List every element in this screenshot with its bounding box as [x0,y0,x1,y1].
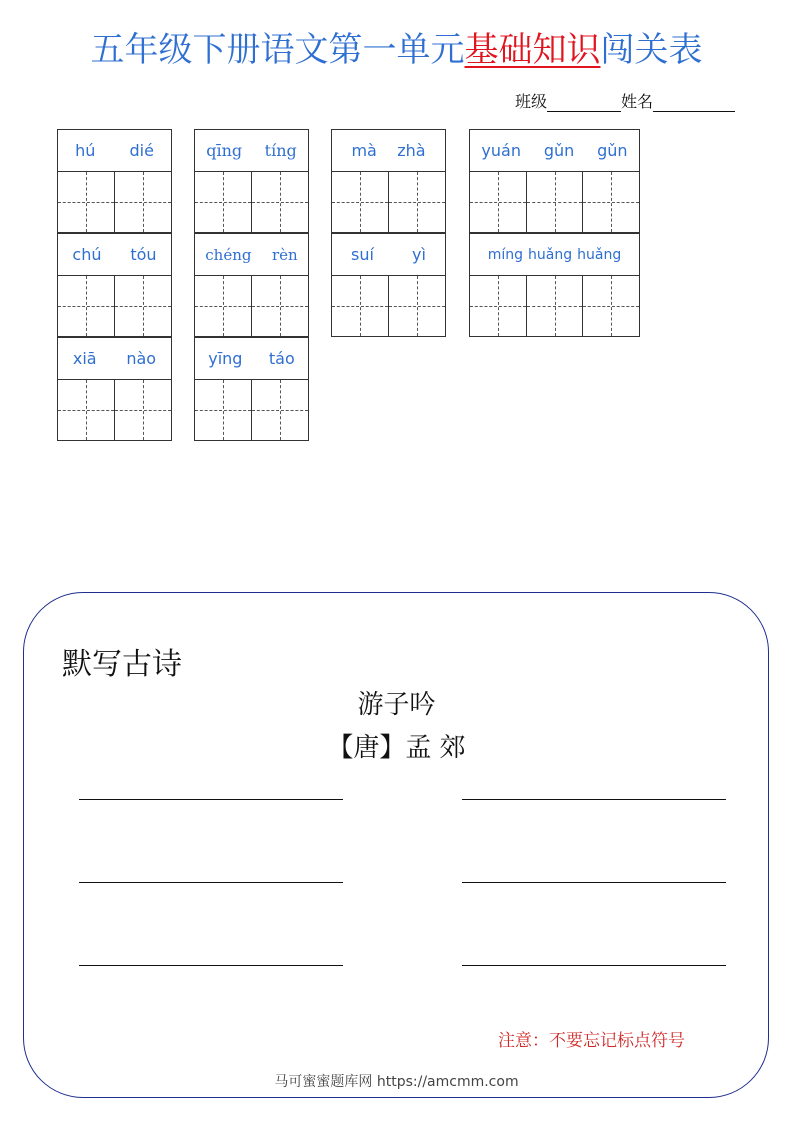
pinyin-syllable: mà [351,141,377,160]
pinyin-row [332,234,445,276]
pinyin-syllable: gǔn [597,141,628,160]
writing-cell[interactable] [470,172,527,232]
pinyin-syllable: nào [126,349,157,368]
writing-cell[interactable] [527,276,584,336]
answer-line[interactable] [79,965,343,966]
writing-cell[interactable] [115,380,171,440]
name-blank[interactable] [653,95,735,112]
word-grid-4 [469,129,640,233]
word-grid-1 [57,129,172,233]
pinyin-syllable: rèn [272,245,298,264]
writing-cell[interactable] [58,172,115,232]
writing-cell[interactable] [195,276,252,336]
writing-cell[interactable] [115,276,171,336]
pinyin-syllable: yīng [208,349,243,368]
pinyin-row [470,130,639,172]
answer-line[interactable] [79,882,343,883]
writing-cell[interactable] [389,276,445,336]
poem-title: 游子吟 [357,690,436,720]
writing-cell[interactable] [389,172,445,232]
pinyin-syllable: míng [487,246,524,263]
class-blank[interactable] [547,95,621,112]
writing-cell[interactable] [195,380,252,440]
pinyin-syllable: chéng [205,245,252,264]
writing-cell[interactable] [332,172,389,232]
writing-cell[interactable] [583,276,639,336]
pinyin-syllable: suí [351,245,374,264]
pinyin-syllable: huǎng [528,246,573,263]
word-grid-8 [469,233,640,337]
word-grid-7 [331,233,446,337]
pinyin-syllable: táo [268,349,295,368]
pinyin-row [195,338,308,380]
word-grid-5 [57,233,172,337]
writing-cell[interactable] [252,380,308,440]
writing-cell[interactable] [583,172,639,232]
pinyin-syllable: xiā [72,349,97,368]
page-title [0,28,793,72]
answer-line[interactable] [79,799,343,800]
pinyin-row [58,234,171,276]
answer-line[interactable] [462,882,726,883]
pinyin-row [470,234,639,276]
class-name-line [515,92,735,112]
poem-author: 【唐】孟 郊 [327,733,466,763]
pinyin-syllable: zhà [397,141,426,160]
writing-cell[interactable] [527,172,584,232]
word-grid-3 [331,129,446,233]
writing-cell[interactable] [332,276,389,336]
word-grid-2 [194,129,309,233]
pinyin-syllable: dié [129,141,154,160]
pinyin-syllable: huǎng [577,246,622,263]
footer-watermark: 马可蜜蜜题库网 https://amcmm.com [274,1074,519,1090]
name-label: 姓名 [621,92,654,111]
pinyin-row [58,338,171,380]
writing-cell[interactable] [115,172,171,232]
answer-line[interactable] [462,965,726,966]
title-part-1: 五年级下册语文第一单元 [90,30,465,70]
pinyin-row [195,130,308,172]
word-grid-9 [57,337,172,441]
pinyin-syllable: chú [72,245,102,264]
pinyin-syllable: qīng [206,141,243,160]
writing-cell[interactable] [58,276,115,336]
punctuation-note: 注意：不要忘记标点符号 [498,1031,685,1051]
writing-cell[interactable] [195,172,252,232]
pinyin-row [195,234,308,276]
pinyin-syllable: hú [75,141,96,160]
answer-line[interactable] [462,799,726,800]
pinyin-row [332,130,445,172]
pinyin-syllable: yì [412,245,426,264]
pinyin-row [58,130,171,172]
writing-cell[interactable] [252,172,308,232]
title-highlight: 基础知识 [464,30,601,70]
word-grid-10 [194,337,309,441]
writing-cell[interactable] [252,276,308,336]
pinyin-syllable: tíng [264,141,297,160]
writing-cell[interactable] [58,380,115,440]
word-grid-6 [194,233,309,337]
writing-cell[interactable] [470,276,527,336]
pinyin-syllable: gǔn [543,141,575,160]
class-label: 班级 [515,92,548,111]
title-part-2: 闯关表 [600,30,703,70]
pinyin-syllable: yuán [481,141,521,160]
pinyin-syllable: tóu [130,245,157,264]
poem-section-heading: 默写古诗 [62,647,182,682]
